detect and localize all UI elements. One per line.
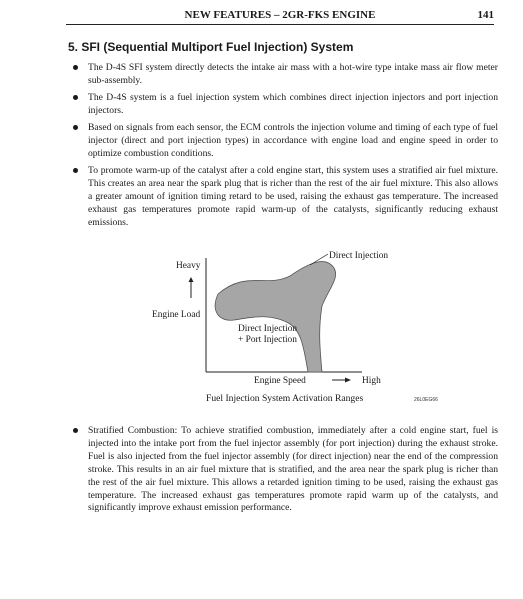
engine-speed-label: Engine Speed: [254, 376, 306, 386]
bullet-item: [70, 122, 498, 160]
bullet-list: [70, 62, 498, 234]
bullet-icon: [73, 168, 78, 173]
bullet-item: [70, 425, 498, 515]
figure-code: 26L0EG66: [414, 397, 438, 403]
header-title: NEW FEATURES – 2GR-FKS ENGINE: [184, 9, 376, 21]
heavy-label: Heavy: [176, 261, 201, 271]
engine-load-label: Engine Load: [152, 310, 201, 320]
bullet-icon: [73, 428, 78, 433]
injection-range-diagram: [150, 248, 420, 408]
bullet-text: Stratified Combustion: To achieve stratified combustion, immediately after a cold engine start, fuel is injected into the intake port from the fuel injector assembly (for port injection) during the exhaust stroke. Fuel is also injected from the fuel injector assembly (for direct injection) near the end of the compression stroke. This results in an air fuel mixture that is stratified, and the area near the spark plug is richer than the rest of the air fuel mixture. This allows a retarded ignition timing to be used, raising the exhaust gas temperature. The increased exhaust gas temperatures promote rapid warm up of the catalysts, and significantly improve exhaust emission performance.: [88, 425, 498, 514]
bullet-icon: [73, 65, 78, 70]
bullet-icon: [73, 125, 78, 130]
bullet-list-2: [70, 425, 498, 515]
page-header: [66, 8, 494, 23]
figure-caption: Fuel Injection System Activation Ranges: [206, 393, 364, 404]
combined-label-line1: Direct Injection: [238, 324, 298, 334]
bullet-text: Based on signals from each sensor, the ECM controls the injection volume and timing of each type of fuel injector (direct and port injection types) in accordance with engine load and engine speed in order to optimize combustion conditions.: [88, 122, 498, 159]
bullet-text: The D-4S SFI system directly detects the intake air mass with a hot-wire type intake mass air flow meter sub-assembly.: [88, 62, 498, 86]
section-title: 5. SFI (Sequential Multiport Fuel Injection) System: [68, 40, 354, 54]
bullet-item: [70, 62, 498, 88]
direct-injection-label: Direct Injection: [329, 251, 389, 261]
header-divider: [66, 24, 494, 25]
load-arrow-icon: [189, 277, 194, 282]
page-number: 141: [477, 9, 494, 21]
combined-label-line2: + Port Injection: [238, 335, 297, 345]
bullet-text: The D-4S system is a fuel injection system which combines direct injection injectors and port injection injectors.: [88, 92, 498, 116]
bullet-item: [70, 165, 498, 229]
speed-arrow-icon: [345, 378, 351, 383]
bullet-icon: [73, 95, 78, 100]
bullet-text: To promote warm-up of the catalyst after a cold engine start, this system uses a stratified air fuel mixture. This creates an area near the spark plug that is richer than the rest of the air fuel mixture. This also allows a greater amount of ignition timing retard to be used, raising the exhaust gas temperature. The increased exhaust gas temperatures promote rapid warm-up of the catalysts, significantly reducing exhaust emissions.: [88, 165, 498, 228]
bullet-item: [70, 92, 498, 118]
direct-injection-region: [215, 262, 335, 372]
high-label: High: [362, 376, 381, 386]
